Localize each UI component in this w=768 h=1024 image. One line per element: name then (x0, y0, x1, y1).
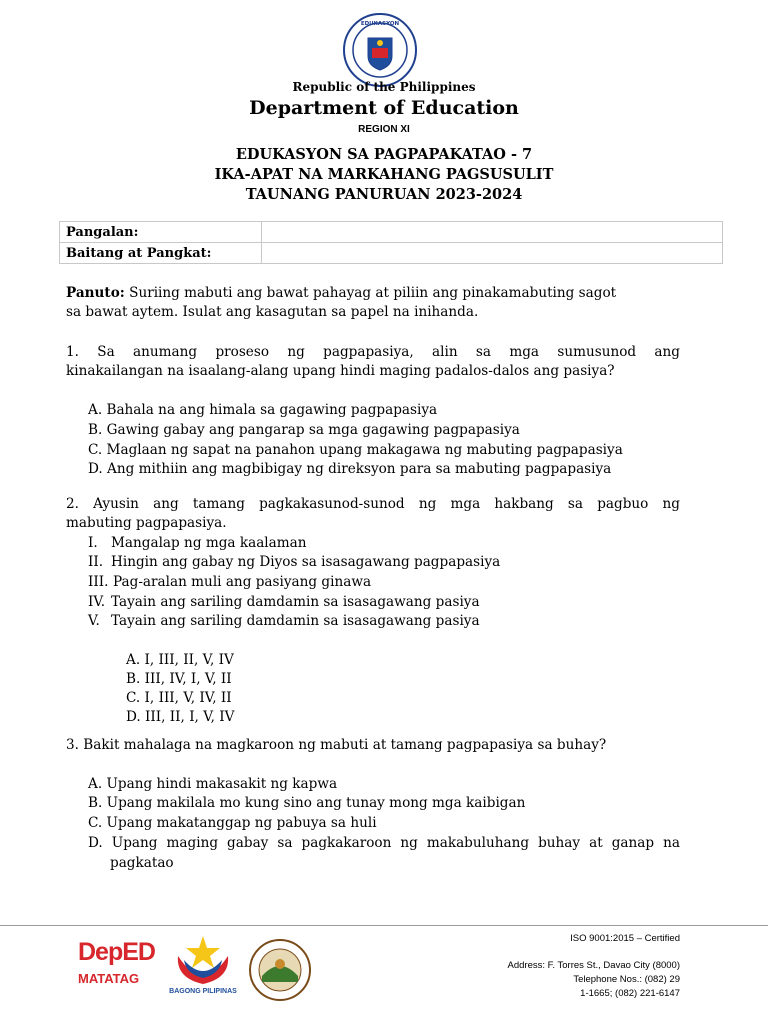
question-3-line1: 3. Bakit mahalaga na magkaroon ng mabuti at tamang pagpapasiya sa buhay? (66, 737, 607, 753)
question-1-line1: 1. Sa anumang proseso ng pagpapasiya, alin sa mga sumusunod ang (66, 344, 680, 360)
instructions-line2: sa bawat aytem. Isulat ang kasagutan sa papel na inihanda. (66, 304, 479, 320)
q2-choice-a: A. I, III, II, V, IV (126, 652, 234, 668)
iso-certification: ISO 9001:2015 – Certified (570, 933, 680, 944)
question-2-line1: 2. Ayusin ang tamang pagkakasunod-sunod ng mga hakbang sa pagbuo ng (66, 496, 680, 512)
q2-step-1-num: I. (88, 535, 98, 551)
q2-step-5-text: Tayain ang sariling damdamin sa isasagawang pasiya (111, 613, 480, 629)
q3-choice-b: B. Upang makilala mo kung sino ang tunay mong mga kaibigan (88, 795, 526, 811)
instructions-line1: Panuto: Suriing mabuti ang bawat pahayag at piliin ang pinakamabuting sagot (66, 285, 617, 301)
footer-telephone-2: 1-1665; (082) 221-6147 (580, 988, 680, 999)
q2-step-2-text: Hingin ang gabay ng Diyos sa isasagawang pagpapasiya (111, 554, 501, 570)
q2-step-5-num: V. (88, 613, 100, 629)
deped-matatag-logo (78, 938, 156, 998)
bagong-pilipinas-text: BAGONG PILIPINAS (169, 988, 237, 995)
q2-step-2-num: II. (88, 554, 104, 570)
school-year-title: TAUNANG PANURUAN 2023-2024 (245, 186, 523, 203)
name-label: Pangalan: (60, 222, 262, 243)
department-heading: Department of Education (249, 97, 519, 119)
q3-choice-d-line2: pagkatao (110, 855, 174, 871)
q2-step-3-num: III. (88, 574, 109, 590)
q1-choice-c: C. Maglaan ng sapat na panahon upang makagawa ng mabuting pagpapasiya (88, 442, 623, 458)
q2-step-1-text: Mangalap ng mga kaalaman (111, 535, 307, 551)
exam-title: IKA-APAT NA MARKAHANG PAGSUSULIT (214, 166, 554, 183)
matatag-text: MATATAG (78, 971, 140, 986)
instructions-label: Panuto: (66, 285, 125, 301)
division-seal-logo (248, 938, 312, 1002)
q1-choice-b: B. Gawing gabay ang pangarap sa mga gagawing pagpapasiya (88, 422, 520, 438)
q3-choice-a: A. Upang hindi makasakit ng kapwa (88, 776, 338, 792)
svg-text:EDUKASYON: EDUKASYON (360, 21, 400, 27)
subject-title: EDUKASYON SA PAGPAPAKATAO - 7 (235, 146, 533, 163)
q2-step-3-text: Pag-aralan muli ang pasiyang ginawa (113, 574, 372, 590)
q2-step-4-text: Tayain ang sariling damdamin sa isasagawang pasiya (111, 594, 480, 610)
q1-choice-d: D. Ang mithiin ang magbibigay ng direksyon para sa mabuting pagpapasiya (88, 461, 612, 477)
student-info-table (59, 221, 723, 264)
republic-heading: Republic of the Philippines (292, 80, 476, 94)
deped-logo-text: DepED (78, 938, 155, 966)
q2-step-4-num: IV. (88, 594, 106, 610)
question-2-line2: mabuting pagpapasiya. (66, 515, 227, 531)
q3-choice-d-line1: D. Upang maging gabay sa pagkakaroon ng makabuluhang buhay at ganap na (88, 835, 680, 851)
q3-choice-c: C. Upang makatanggap ng pabuya sa huli (88, 815, 377, 831)
section-label: Baitang at Pangkat: (60, 243, 262, 264)
footer-address: Address: F. Torres St., Davao City (8000) (507, 960, 680, 971)
footer-telephone: Telephone Nos.: (082) 29 (573, 974, 680, 985)
q2-choice-d: D. III, II, I, V, IV (126, 709, 235, 725)
q2-choice-c: C. I, III, V, IV, II (126, 690, 232, 706)
question-1-line2: kinakailangan na isaalang-alang upang hindi maging padalos-dalos ang pasiya? (66, 363, 615, 379)
region-heading: REGION XI (358, 124, 410, 135)
bagong-pilipinas-logo (170, 934, 236, 986)
name-field[interactable] (262, 222, 723, 243)
q2-choice-b: B. III, IV, I, V, II (126, 671, 232, 687)
deped-seal-logo (342, 12, 418, 88)
section-field[interactable] (262, 243, 723, 264)
footer-divider (0, 925, 768, 926)
q1-choice-a: A. Bahala na ang himala sa gagawing pagpapasiya (88, 402, 438, 418)
